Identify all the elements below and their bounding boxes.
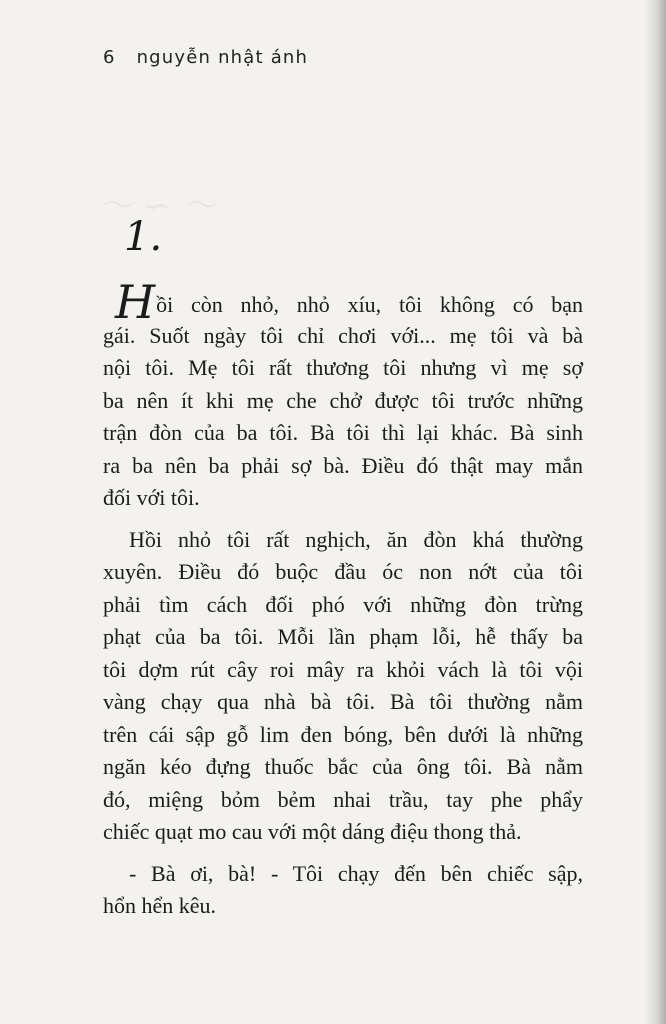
text-line: vàng chạy qua nhà bà tôi. Bà tôi thường nằm	[103, 689, 583, 714]
paragraph-gap	[103, 515, 583, 524]
text-line	[103, 275, 583, 329]
paragraph-1	[103, 275, 583, 515]
text-line: xuyên. Điều đó buộc đầu óc non nớt của tôi	[103, 559, 583, 584]
text-line: - Bà ơi, bà! - Tôi chạy đến bên chiếc sập,	[129, 860, 583, 886]
text-line: tôi dợm rút cây roi mây ra khỏi vách là tôi vội	[103, 656, 583, 682]
author-name: nguyễn nhật ánh	[136, 47, 309, 68]
text-line: trên cái sập gỗ lim đen bóng, bên dưới là những	[103, 721, 583, 747]
text-line-content: ồi còn nhỏ, nhỏ xíu, tôi không có bạn	[156, 292, 583, 317]
text-line: phạt của ba tôi. Mỗi lần phạm lỗi, hễ thấy ba	[103, 624, 583, 649]
paragraph-2	[103, 524, 583, 849]
text-line: ba nên ít khi mẹ che chở được tôi trước những	[103, 387, 583, 413]
body-text	[103, 275, 583, 923]
text-line: trận đòn của ba tôi. Bà tôi thì lại khác. Bà sinh	[103, 420, 583, 445]
faint-ornament-bleed: 〜 ∽ 〜	[98, 186, 217, 226]
page-edge-shadow	[644, 0, 666, 1024]
drop-cap: H	[115, 275, 156, 329]
text-line: chiếc quạt mo cau với một dáng điệu thong thả.	[103, 819, 522, 844]
text-line: đối với tôi.	[103, 485, 200, 510]
page-number: 6	[103, 47, 116, 68]
text-line: phải tìm cách đối phó với những đòn trừng	[103, 591, 583, 617]
paragraph-3	[103, 858, 583, 923]
text-line: hổn hển kêu.	[103, 893, 217, 918]
text-line: Hồi nhỏ tôi rất nghịch, ăn đòn khá thường	[129, 526, 583, 552]
running-head	[103, 47, 308, 68]
chapter-number: 1.	[124, 214, 163, 260]
text-line: nội tôi. Mẹ tôi rất thương tôi nhưng vì mẹ sợ	[103, 355, 583, 380]
text-line: ra ba nên ba phải sợ bà. Điều đó thật may mắn	[103, 452, 583, 478]
text-line: đó, miệng bỏm bẻm nhai trầu, tay phe phẩy	[103, 786, 583, 812]
paragraph-gap	[103, 849, 583, 858]
text-line: ngăn kéo đựng thuốc bắc của ông tôi. Bà nằm	[103, 754, 583, 779]
text-line: gái. Suốt ngày tôi chỉ chơi với... mẹ tôi và bà	[103, 322, 583, 348]
